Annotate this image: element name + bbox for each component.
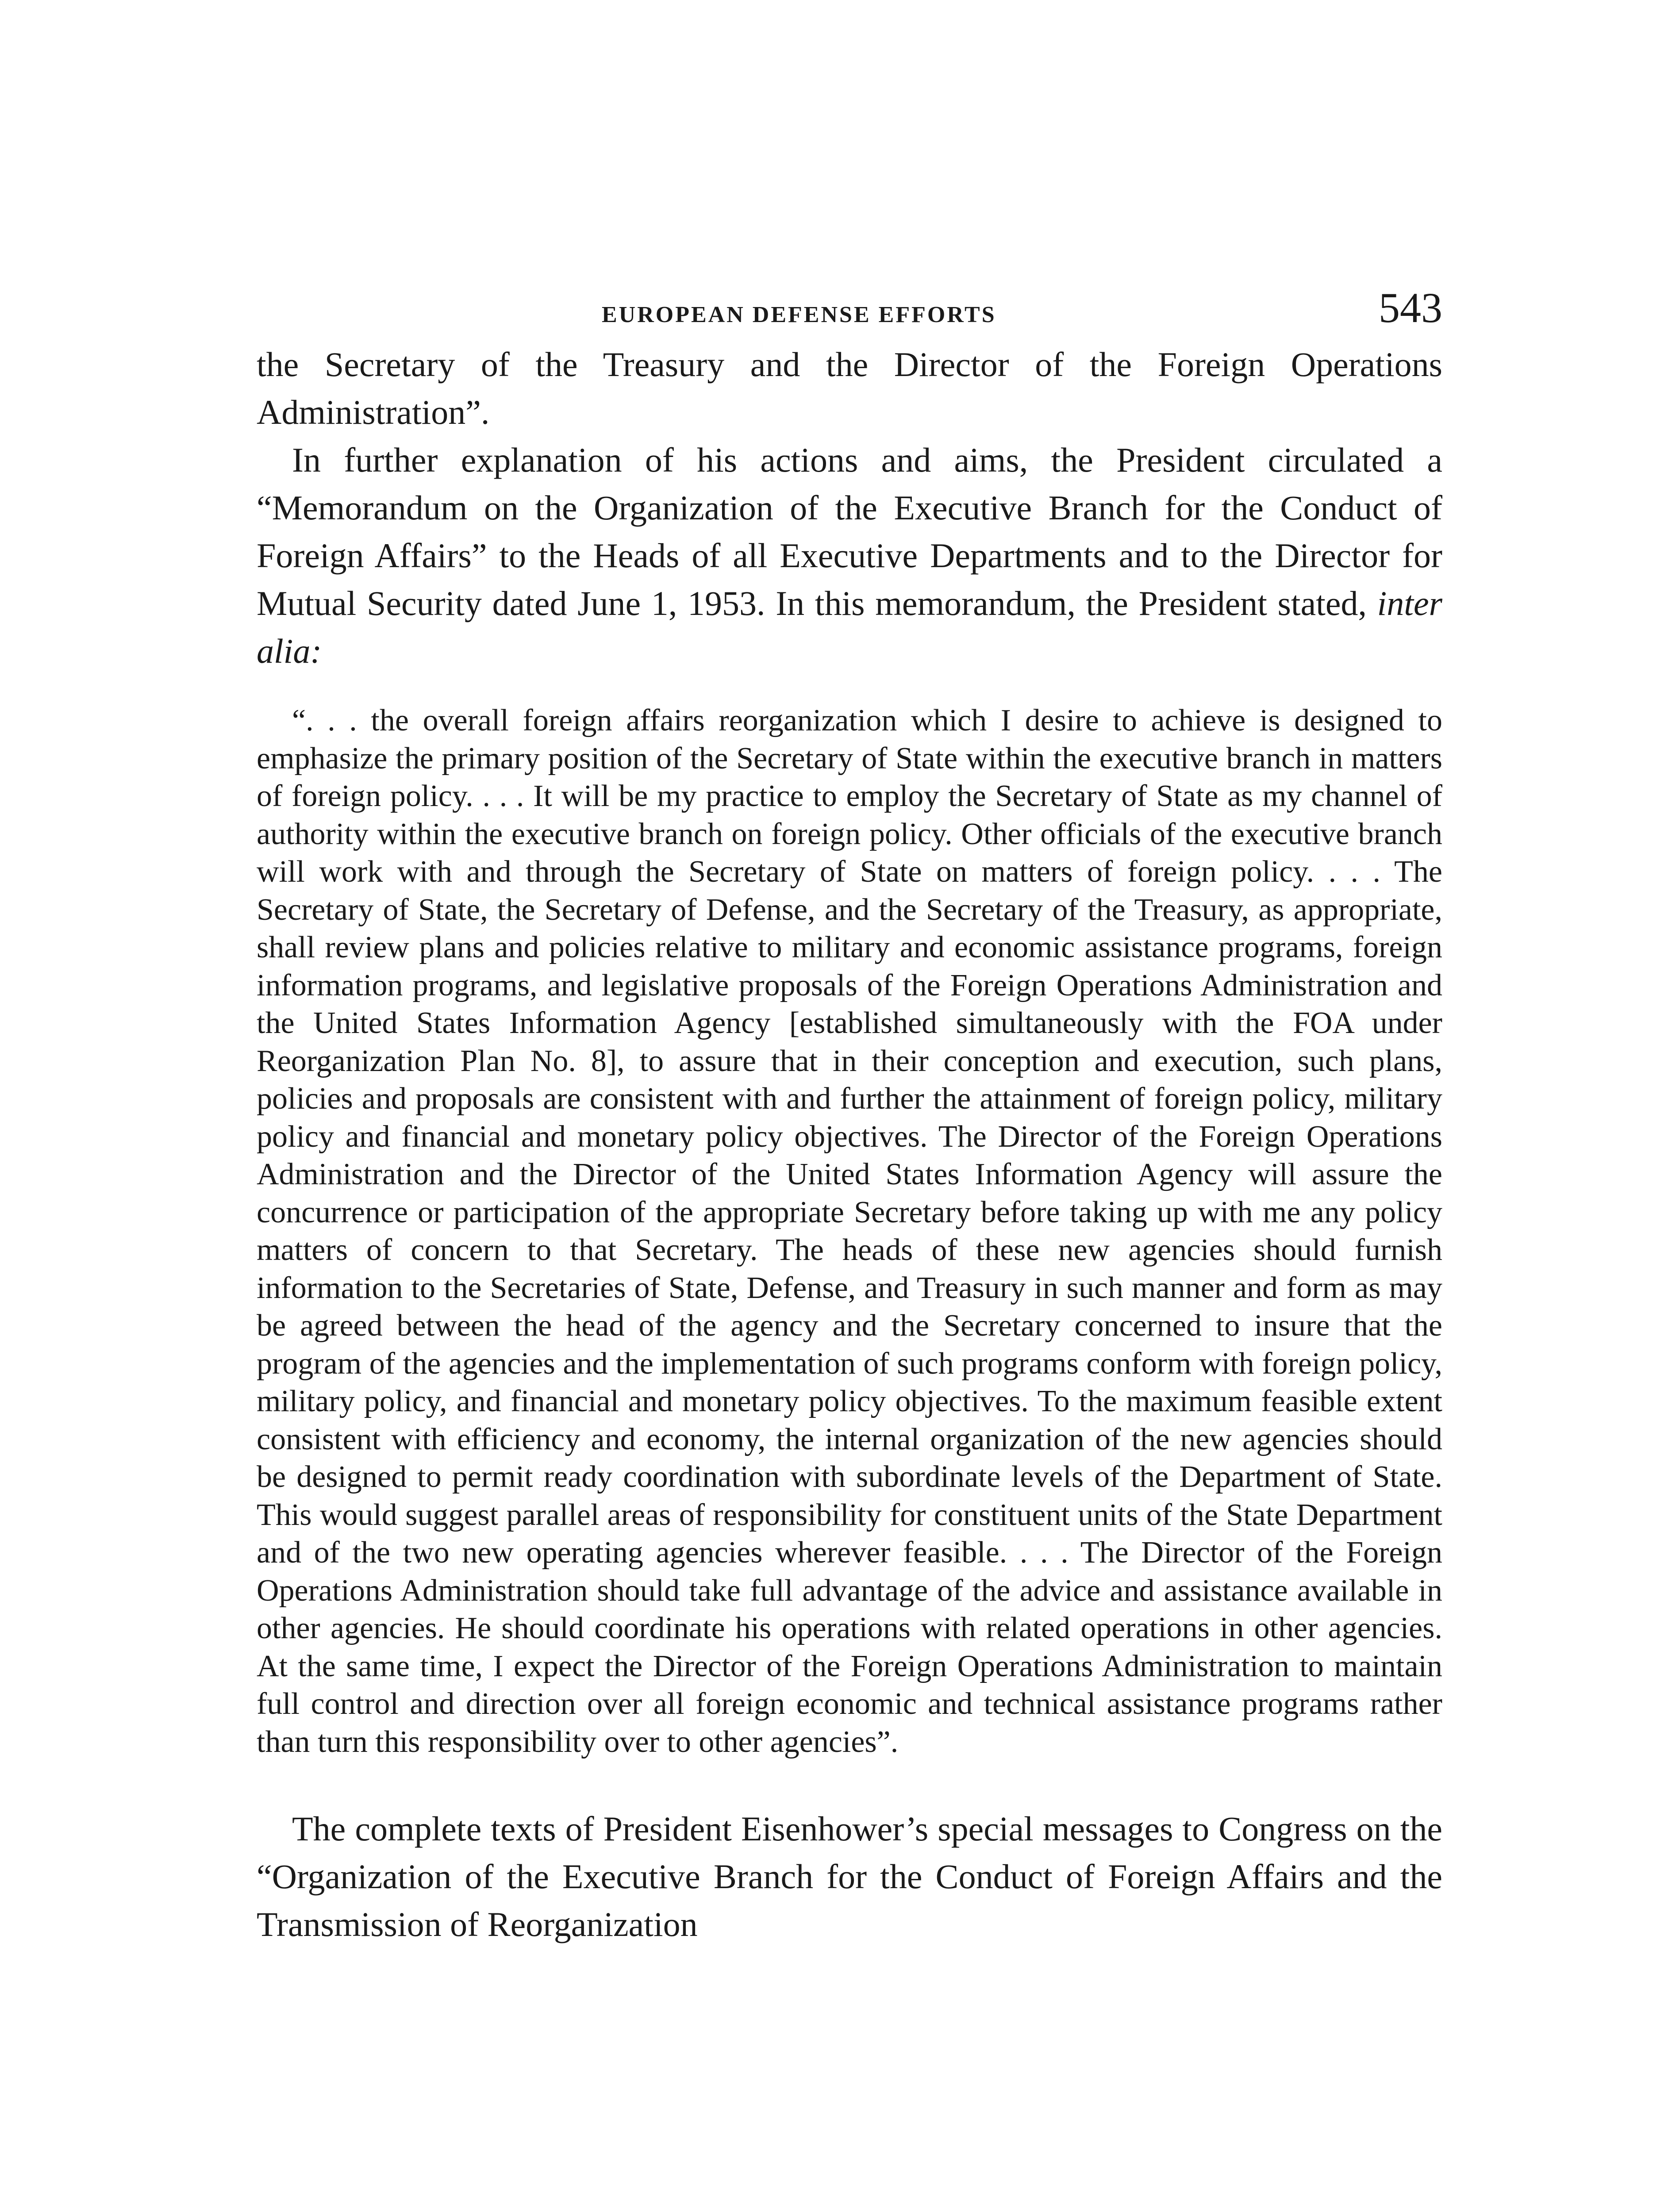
page-number: 543 <box>1379 284 1442 331</box>
memorandum-quote: “. . . the overall foreign affairs reorganization which I desire to achieve is designed to emphasize the primary position of the Secretary of State within the executive branch in matters of foreign policy. . . . It will be my practice to employ the Secretary of State as my channel of authority within the executive branch on foreign policy. Other officials of the executive branch will work with and through the Secretary of State on matters of foreign policy. . . . The Secretary of State, the Secretary of Defense, and the Secretary of the Treasury, as appropriate, shall review plans and policies relative to military and economic assistance programs, foreign information programs, and legislative proposals of the Foreign Operations Administration and the United States Information Agency [established simultaneously with the FOA under Reorganization Plan No. 8], to assure that in their conception and execution, such plans, policies and proposals are consistent with and further the attainment of foreign policy, military policy and financial and monetary policy objectives. The Director of the Foreign Operations Administration and the Director of the United States Information Agency will assure the concurrence or participation of the appropriate Secretary before taking up with me any policy matters of concern to that Secretary. The heads of these new agencies should furnish information to the Secretaries of State, Defense, and Treasury in such manner and form as may be agreed between the head of the agency and the Secretary concerned to insure that the program of the agencies and the implementation of such programs conform with foreign policy, military policy, and financial and monetary policy objectives. To the maximum feasible extent consistent with efficiency and economy, the internal organization of the new agencies should be designed to permit ready coordination with subordinate levels of the Department of State. This would suggest parallel areas of responsibility for constituent units of the State Department and of the two new operating agencies wherever feasible. . . . The Director of the Foreign Operations Administration should take full advantage of the advice and assistance available in other agencies. He should coordinate his operations with related operations in other agencies. At the same time, I expect the Director of the Foreign Operations Administration to maintain full control and direction over all foreign economic and technical assistance programs rather than turn this responsibility over to other agencies”. <box>257 703 1442 1759</box>
paragraph-continuation: the Secretary of the Treasury and the Director of the Foreign Operations Administration”. <box>257 345 1442 431</box>
paragraph-explanation-text: In further explanation of his actions and aims, the President circulated a “Memorandum on the Organization of the Executive Branch for the Conduct of Foreign Affairs” to the Heads of all Executive Departments and to the Director for Mutual Security dated June 1, 1953. In this memorandum, the President stated, <box>257 441 1442 622</box>
page-header <box>257 283 1442 341</box>
running-head: EUROPEAN DEFENSE EFFORTS <box>602 302 996 327</box>
paragraph-complete-texts: The complete texts of President Eisenhower’s special messages to Congress on the “Organization of the Executive Branch for the Conduct of Foreign Affairs and the Transmission of Reorganization <box>257 1809 1442 1943</box>
inter-alia-italic: inter alia: <box>257 584 1442 670</box>
book-page <box>257 283 1442 1948</box>
paragraph-explanation <box>257 436 1442 675</box>
